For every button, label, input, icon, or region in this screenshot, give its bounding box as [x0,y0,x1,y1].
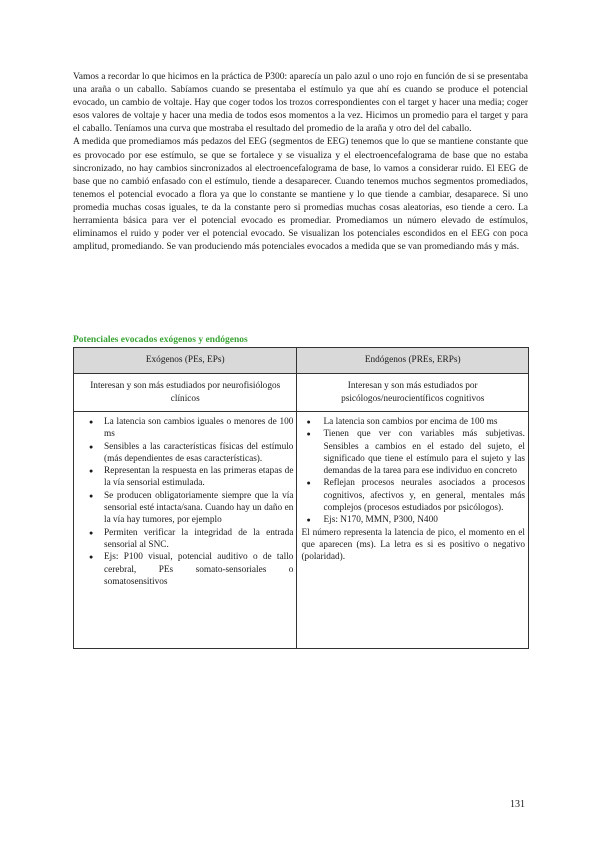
list-item: ● Reflejan procesos neurales asociados a procesos cognitivos, afectivos y, en general, mentales más complejos (procesos estudiados por psicólogos). [301,477,525,514]
exogenos-list [84,416,293,588]
list-item: ● Ejs: P100 visual, potencial auditivo o de tallo cerebral, PEs somato-sensoriales o somatosensitivos [84,551,293,588]
endogenos-cell [297,412,529,649]
list-item: ● La latencia son cambios por encima de 100 ms [301,416,525,428]
subheader-exogenos: Interesan y son más estudiados por neurofisiólogos clínicos [74,374,297,412]
column-header-endogenos: Endógenos (PREs, ERPs) [297,348,529,374]
list-item: ● Sensibles a las características físicas del estímulo (más dependientes de esas características). [84,441,293,466]
column-header-exogenos: Exógenos (PEs, EPs) [74,348,297,374]
list-item: ● Se producen obligatoriamente siempre que la vía sensorial esté intacta/sana. Cuando hay un daño en la vía hay tumores, por ejemplo [84,490,293,527]
list-item: ● Ejs: N170, MMN, P300, N400 [301,514,525,526]
list-item: ● La latencia son cambios iguales o menores de 100 ms [84,416,293,441]
table-row [74,374,529,412]
paragraph: Vamos a recordar lo que hicimos en la práctica de P300: aparecía un palo azul o uno rojo en función de si se presentaba una araña o un caballo. Sabíamos cuando se presentaba el estímulo ya que ahí es cuando se produce el potencial evocado, un cambio de voltaje. Hay que coger todos los trozos correspondientes con el target y hacer una media; coger esos valores de voltaje y hacer una media de todos esos momentos a la vez. Hicimos un promedio para el target y para el caballo. Teníamos una curva que mostraba el resultado del promedio de la araña y otro del del caballo. [73,72,528,135]
table-header-row [74,348,529,374]
latency-note: El número representa la latencia de pico, el momento en el que aparecen (ms). La letra es si es positivo o negativo (polaridad). [301,527,525,563]
comparison-table [73,347,529,649]
endogenos-list [301,416,525,527]
exogenos-cell [74,412,297,649]
list-item: ● Permiten verificar la integridad de la entrada sensorial al SNC. [84,527,293,552]
list-item: ● Representan la respuesta en las primeras etapas de la vía sensorial estimulada. [84,465,293,490]
body-text [73,71,528,254]
section-heading: Potenciales evocados exógenos y endógenos [73,335,248,345]
table-row [74,412,529,649]
list-item: ● Tienen que ver con variables más subjetivas. Sensibles a cambios en el estado del sujeto, el significado que tiene el estímulo para el sujeto y las demandas de la tarea para ese individuo en concreto [301,428,525,477]
page-number: 131 [510,799,525,810]
subheader-endogenos: Interesan y son más estudiados por psicólogos/neurocientíficos cognitivos [297,374,529,412]
paragraph: A medida que promediamos más pedazos del EEG (segmentos de EEG) tenemos que lo que se mantiene constante que es provocado por ese estímulo, se que se fortalece y se visualiza y el electroencefalograma de base que no estaba sincronizado, no hay cambios sincronizados al electroencefalograma de base, lo vamos a considerar ruido. El EEG de base que no cambió enfasado con el estímulo, tiende a desaparecer. Cuando tenemos muchos segmentos promediados, tenemos el potencial evocado a flora ya que lo constante se mantiene y lo que tiende a cambiar, desaparece. Si uno promedia muchas cosas iguales, te da la constante pero si promedias muchas cosas aleatorias, eso tiende a cero. La herramienta básica para ver el potencial evocado es promediar. Promediamos un número elevado de estímulos, eliminamos el ruido y poder ver el potencial evocado. Se visualizan los potenciales escondidos en el EEG con poca amplitud, promediando. Se van produciendo más potenciales evocados a medida que se van promediando más y más. [73,137,528,253]
